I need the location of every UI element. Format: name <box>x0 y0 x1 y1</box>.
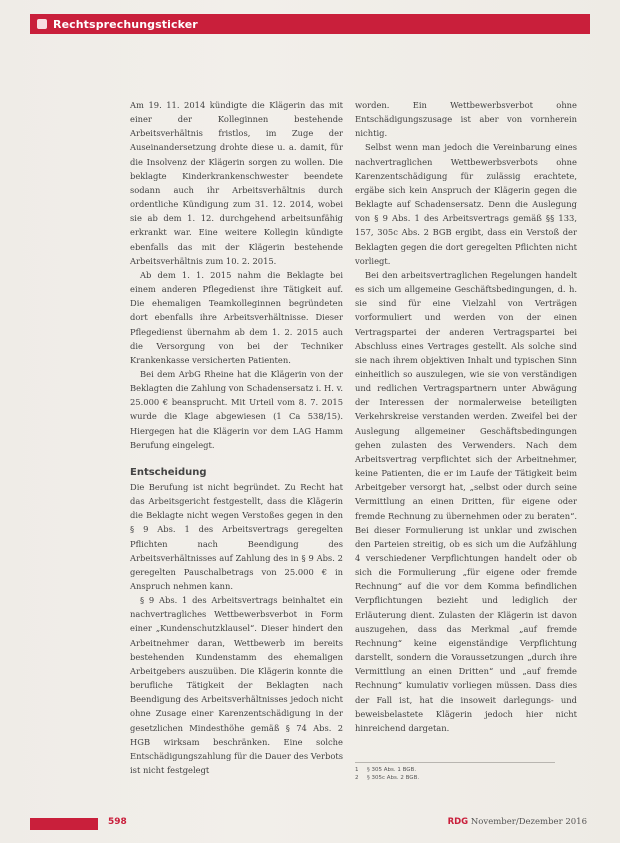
footnotes <box>355 762 555 782</box>
journal-issue: November/Dezember 2016 <box>470 817 587 827</box>
section-icon <box>37 19 47 29</box>
journal-brand: RDG <box>447 817 469 827</box>
paragraph: worden. Ein Wettbewerbsverbot ohne Entschädigungszusage ist aber von vornherein nichtig. <box>355 100 577 139</box>
paragraph: Am 19. 11. 2014 kündigte die Klägerin das mit einer der Kolleginnen bestehende Arbeitsverhältnis fristlos, im Zuge der Auseinandersetzung drohte diese u. a. damit, für die Insolvenz der Klägerin sorgen zu wollen. Die beklagte Kinderkrankenschwester beendete sodann auch ihr Arbeitsverhältnis durch ordentliche Kündigung zum 31. 12. 2014, wobei sie ab dem 1. 12. durchgehend arbeitsunfähig erkrankt war. Eine weitere Kollegin kündigte ebenfalls das mit der Klägerin bestehende Arbeitsverhältnis zum 10. 2. 2015. <box>130 100 343 266</box>
paragraph: Bei den arbeitsvertraglichen Regelungen handelt es sich um allgemeine Geschäftsbedingungen, d. h. sie sind für eine Vielzahl von Verträgen vorformuliert und werden von der einen Vertragspartei der anderen Vertragspartei bei Abschluss eines Vertrages gestellt. Als solche sind sie nach ihrem objektiven Inhalt und typischen Sinn einheitlich so auszulegen, wie sie von verständigen und redlichen Vertragspartnern unter Abwägung der Interessen der normalerweise beteiligten Verkehrskreise verstanden werden. Zweifel bei der Auslegung allgemeiner Geschäftsbedingungen gehen zulasten des Verwenders. Nach dem Arbeitsvertrag verpflichtet sich der Arbeitnehmer, keine Patienten, die er im Laufe der Tätigkeit beim Arbeitgeber versorgt hat, „selbst oder durch seine Vermittlung an einen Dritten, für eigene oder fremde Rechnung zu übernehmen oder zu beraten“. Bei dieser Formulierung ist unklar und zwischen den Parteien streitig, ob es sich um die Aufzählung 4 verschiedener Verpflichtungen handelt oder ob sich die Formulierung „für eigene oder fremde Rechnung“ auf die vor dem Komma befindlichen Verpflichtungen bezieht und lediglich der Erläuterung dient. Zulasten der Klägerin ist davon auszugehen, dass das Merkmal „auf fremde Rechnung“ keine eigenständige Verpflichtung darstellt, sondern die Voraussetzungen „durch ihre Vermittlung an einen Dritten“ und „auf fremde Rechnung“ kumulativ vorliegen müssen. Dass dies der Fall ist, hat die insoweit darlegungs- und beweisbelastete Klägerin jedoch hier nicht hinreichend dargetan. <box>355 269 577 733</box>
footnote-text: § 305c Abs. 2 BGB. <box>367 775 420 781</box>
paragraph: Die Berufung ist nicht begründet. Zu Recht hat das Arbeitsgericht festgestellt, dass die Klägerin die Beklagte nicht wegen Verstoßes gegen in den § 9 Abs. 1 des Arbeitsvertrags geregelten Pflichten nach Beendigung des Arbeitsverhältnisses auf Zahlung des in § 9 Abs. 2 geregelten Pauschalbetrags von 25.000 € in Anspruch nehmen kann. <box>130 481 343 591</box>
section-header-bar <box>30 14 590 34</box>
section-heading: Entscheidung <box>130 466 207 478</box>
footer-accent-bar <box>30 818 98 830</box>
paragraph: Selbst wenn man jedoch die Vereinbarung eines nachvertraglichen Wettbewerbsverbots ohne Karenzentschädigung für zulässig erachtete, ergäbe sich kein Anspruch der Klägerin gegen die Beklagte auf Schadensersatz. Denn die Auslegung von § 9 Abs. 1 des Arbeitsvertrags gemäß §§ 133, 157, 305c Abs. 2 BGB ergibt, dass ein Verstoß der Beklagten gegen die dort geregelten Pflichten nicht vorliegt. <box>355 142 577 266</box>
section-title: Rechtsprechungsticker <box>53 17 198 31</box>
footnote-number: 2 <box>355 775 359 781</box>
journal-info <box>448 817 587 827</box>
page-number: 598 <box>108 817 127 827</box>
footnote <box>355 774 555 782</box>
paragraph: § 9 Abs. 1 des Arbeitsvertrags beinhaltet ein nachvertragliches Wettbewerbsverbot in Form einer „Kundenschutzklausel“. Dieser hindert den Arbeitnehmer daran, Wettbewerb im bereits bestehenden Kundenstamm des ehemaligen Arbeitgebers auszuüben. Die Klägerin konnte die berufliche Tätigkeit der Beklagten nach Beendigung des Arbeitsverhältnisses jedoch nicht ohne Zusage einer Karenzentschädigung in der gesetzlichen Mindesthöhe gemäß § 74 Abs. 2 HGB wirksam beschränken. Eine solche Entschädigungszahlung für die Dauer des Verbots ist nicht festgelegt <box>130 595 343 776</box>
footnote-number: 1 <box>355 767 359 773</box>
right-column <box>355 98 577 735</box>
paragraph: Bei dem ArbG Rheine hat die Klägerin von der Beklagten die Zahlung von Schadensersatz i. H. v. 25.000 € beansprucht. Mit Urteil vom 8. 7. 2015 wurde die Klage abgewiesen (1 Ca 538/15). Hiergegen hat die Klägerin vor dem LAG Hamm Berufung eingelegt. <box>130 368 343 450</box>
left-column <box>130 98 343 777</box>
footnote <box>355 766 555 774</box>
footnote-text: § 305 Abs. 1 BGB. <box>367 767 417 773</box>
paragraph: Ab dem 1. 1. 2015 nahm die Beklagte bei einem anderen Pflegedienst ihre Tätigkeit auf. Die ehemaligen Teamkolleginnen begründeten dort ebenfalls ihre Arbeitsverhältnisse. Dieser Pflegedienst übernahm ab dem 1. 2. 2015 auch die Versorgung von bei der Techniker Krankenkasse versicherten Patienten. <box>130 269 343 365</box>
